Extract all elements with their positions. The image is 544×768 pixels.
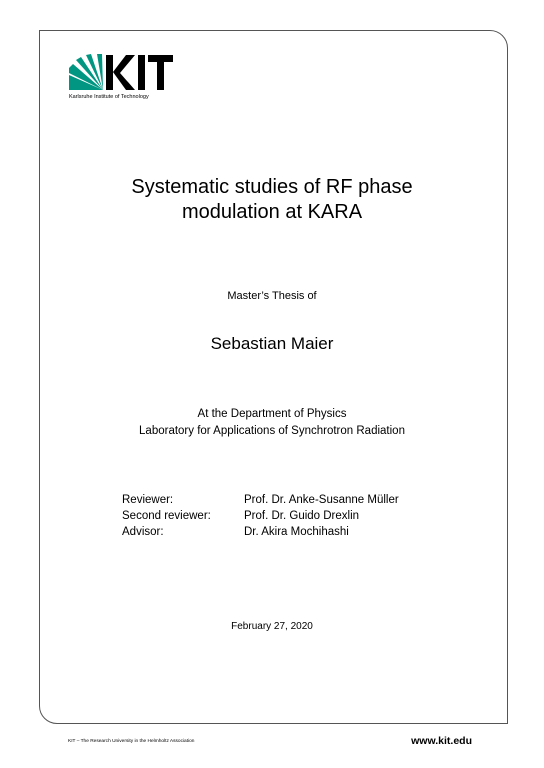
laboratory-line: Laboratory for Applications of Synchrotron Radiation: [139, 425, 405, 437]
department: [0, 406, 544, 440]
submission-date: February 27, 2020: [231, 621, 313, 632]
title-line-1: Systematic studies of RF phase: [131, 176, 413, 198]
thesis-title: [0, 175, 544, 225]
reviewers-block: [122, 492, 399, 540]
footer-tagline: KIT – The Research University in the Helmholtz Association: [68, 739, 195, 744]
kit-logo: [69, 54, 173, 92]
page-frame: [39, 30, 508, 724]
title-line-2: modulation at KARA: [181, 201, 363, 223]
footer-url[interactable]: www.kit.edu: [411, 735, 472, 747]
role-label: Second reviewer:: [122, 510, 211, 522]
kit-fan-icon: [69, 54, 103, 90]
author-name: Sebastian Maier: [210, 334, 334, 353]
role-label: Advisor:: [122, 526, 164, 538]
role-row-advisor: [122, 524, 399, 540]
department-line: At the Department of Physics: [197, 408, 347, 420]
role-name: Prof. Dr. Anke-Susanne Müller: [244, 494, 399, 506]
role-row-reviewer: [122, 492, 399, 508]
role-name: Dr. Akira Mochihashi: [244, 526, 349, 538]
role-name: Prof. Dr. Guido Drexlin: [244, 510, 360, 522]
role-label: Reviewer:: [122, 494, 174, 506]
logo-tagline: Karlsruhe Institute of Technology: [69, 94, 149, 100]
thesis-type: Master’s Thesis of: [227, 290, 317, 302]
role-row-second-reviewer: [122, 508, 399, 524]
